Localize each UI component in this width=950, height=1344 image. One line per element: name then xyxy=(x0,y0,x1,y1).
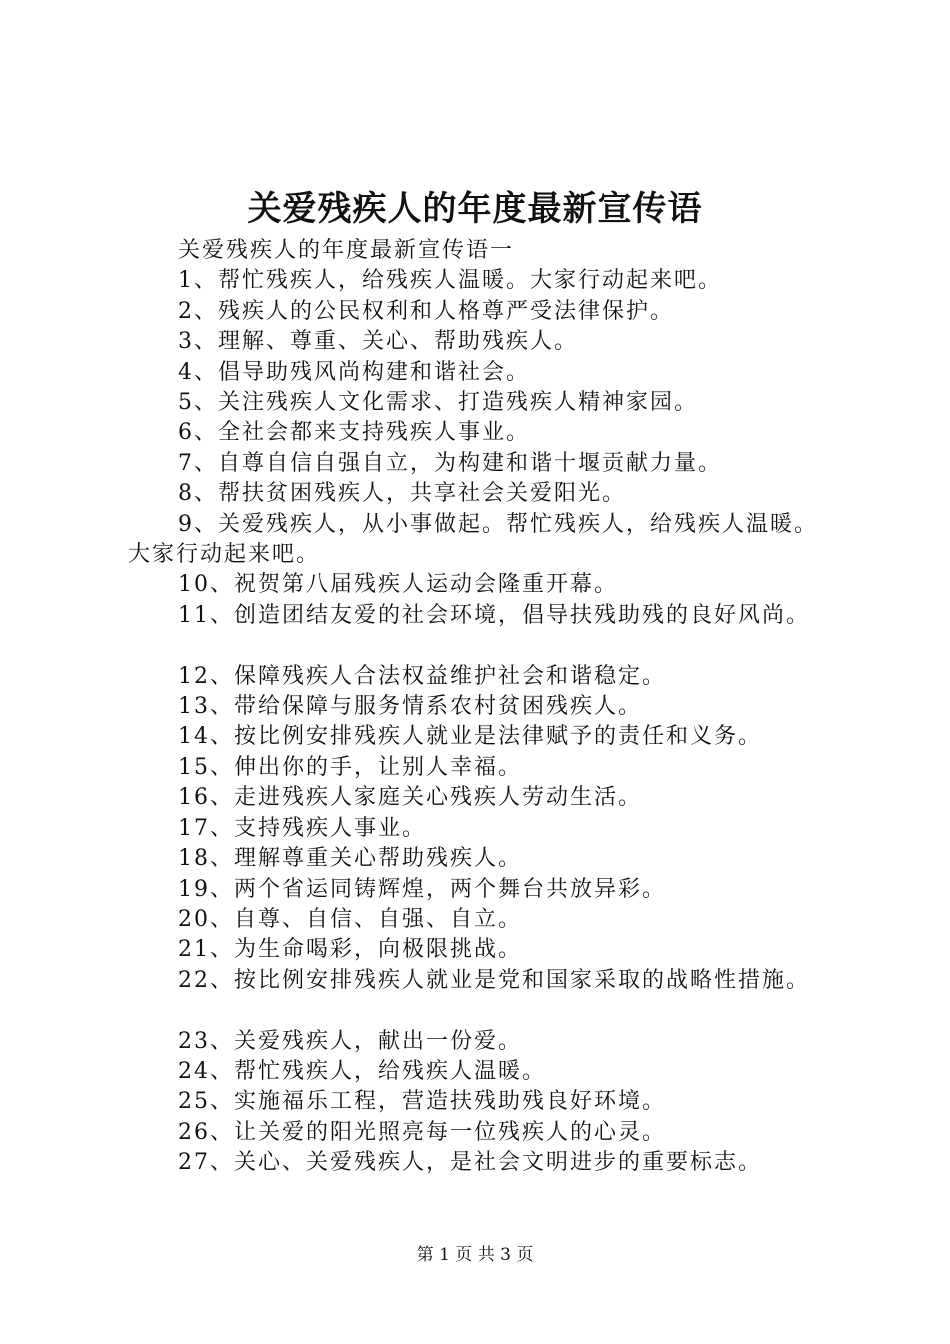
slogan-item-25: 25、实施福乐工程，营造扶残助残良好环境。 xyxy=(178,1089,666,1115)
slogan-item-27: 27、关心、关爱残疾人，是社会文明进步的重要标志。 xyxy=(178,1150,762,1176)
slogan-item-20: 20、自尊、自信、自强、自立。 xyxy=(178,906,522,932)
slogan-item-7: 7、自尊自信自强自立，为构建和谐十堰贡献力量。 xyxy=(178,450,722,476)
blank-line xyxy=(128,631,853,661)
slogan-item-6: 6、全社会都来支持残疾人事业。 xyxy=(178,420,530,446)
document-body xyxy=(128,236,853,1179)
slogan-item-15: 15、伸出你的手，让别人幸福。 xyxy=(178,754,522,780)
slogan-item-19: 19、两个省运同铸辉煌，两个舞台共放异彩。 xyxy=(178,876,666,902)
slogan-item-9-continued: 大家行动起来吧。 xyxy=(128,542,321,568)
blank-line xyxy=(128,996,853,1026)
slogan-item-14: 14、按比例安排残疾人就业是法律赋予的责任和义务。 xyxy=(178,724,762,750)
slogan-item-9: 9、关爱残疾人，从小事做起。帮忙残疾人，给残疾人温暖。 xyxy=(178,511,818,537)
slogan-item-4: 4、倡导助残风尚构建和谐社会。 xyxy=(178,359,530,385)
slogan-item-18: 18、理解尊重关心帮助残疾人。 xyxy=(178,846,522,872)
slogan-item-8: 8、帮扶贫困残疾人，共享社会关爱阳光。 xyxy=(178,481,626,507)
section-heading: 关爱残疾人的年度最新宣传语一 xyxy=(178,238,515,263)
page-footer: 第 1 页 共 3 页 xyxy=(416,1245,534,1265)
slogan-item-2: 2、残疾人的公民权利和人格尊严受法律保护。 xyxy=(178,298,674,324)
slogan-item-12: 12、保障残疾人合法权益维护社会和谐稳定。 xyxy=(178,663,666,689)
slogan-item-16: 16、走进残疾人家庭关心残疾人劳动生活。 xyxy=(178,785,642,811)
document-title: 关爱残疾人的年度最新宣传语 xyxy=(247,189,703,229)
slogan-item-10: 10、祝贺第八届残疾人运动会隆重开幕。 xyxy=(178,572,618,598)
slogan-item-5: 5、关注残疾人文化需求、打造残疾人精神家园。 xyxy=(178,390,698,416)
slogan-item-26: 26、让关爱的阳光照亮每一位残疾人的心灵。 xyxy=(178,1119,666,1145)
slogan-item-3: 3、理解、尊重、关心、帮助残疾人。 xyxy=(178,329,578,355)
slogan-item-17: 17、支持残疾人事业。 xyxy=(178,815,426,841)
slogan-item-11: 11、创造团结友爱的社会环境，倡导扶残助残的良好风尚。 xyxy=(178,602,810,628)
slogan-item-21: 21、为生命喝彩，向极限挑战。 xyxy=(178,937,522,963)
slogan-item-23: 23、关爱残疾人，献出一份爱。 xyxy=(178,1028,522,1054)
slogan-item-24: 24、帮忙残疾人，给残疾人温暖。 xyxy=(178,1058,546,1084)
slogan-item-13: 13、带给保障与服务情系农村贫困残疾人。 xyxy=(178,694,642,720)
slogan-item-22: 22、按比例安排残疾人就业是党和国家采取的战略性措施。 xyxy=(178,967,810,993)
slogan-item-1: 1、帮忙残疾人，给残疾人温暖。大家行动起来吧。 xyxy=(178,268,722,294)
